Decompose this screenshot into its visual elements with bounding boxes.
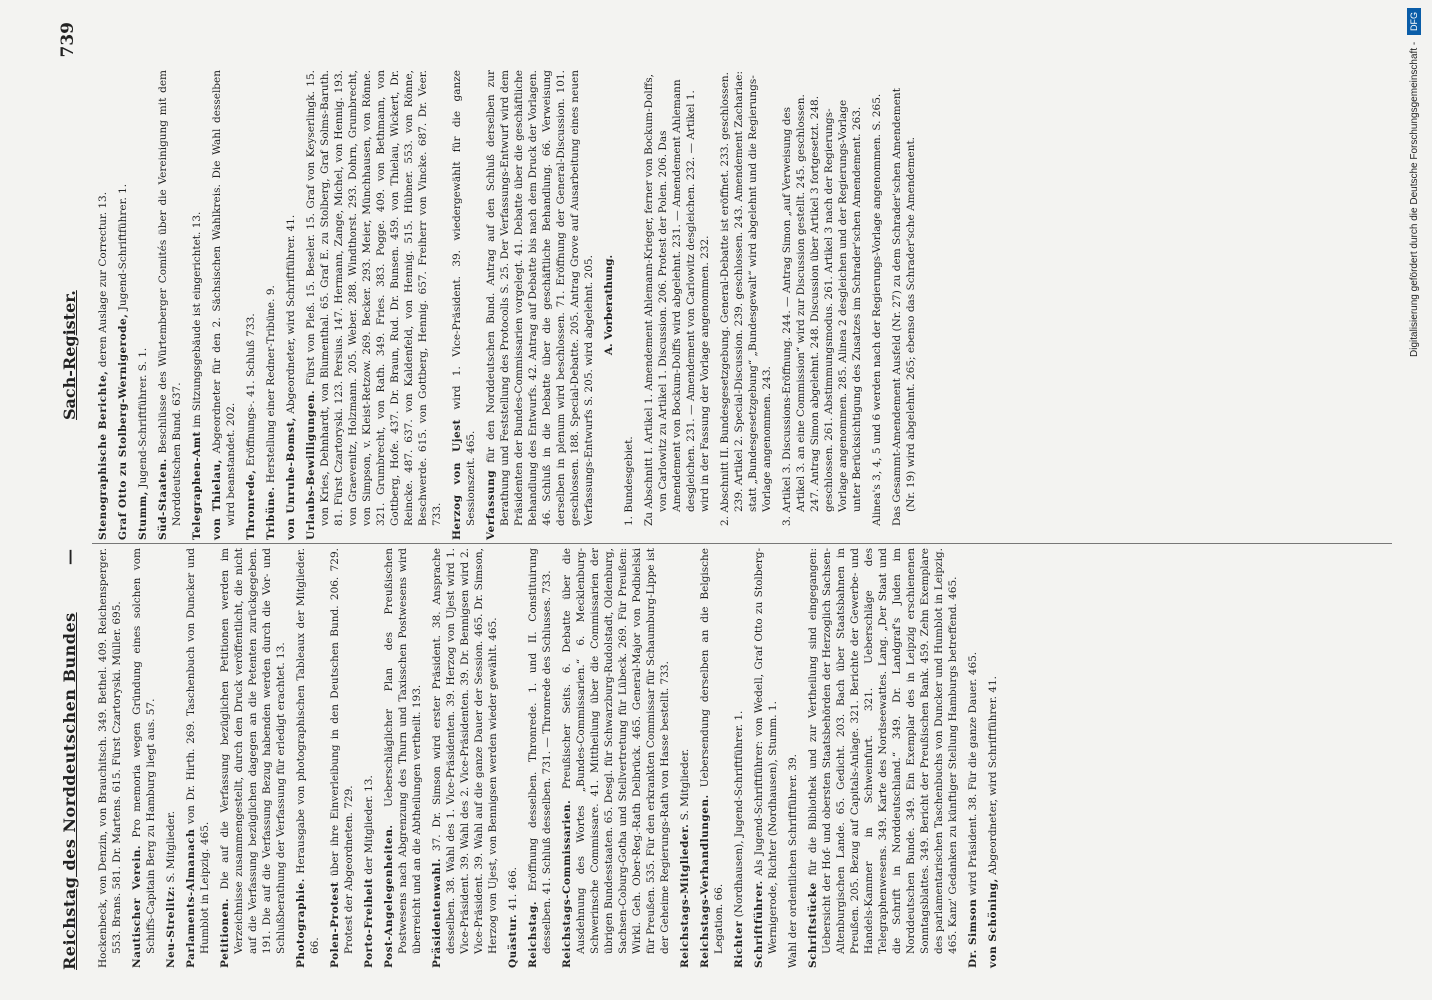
sub-entry-text: 2. Abschnitt II. Bundesgesetzgebung. General-Debatte ist eröffnet. 233. geschlossen. 239. Artikel 2. Special-Discussion. 239. geschlossen. 243. Amendement Zachariae: statt „Bundesgesetzgebung“ „Bundesgewalt“ wird abgelehnt und die Regierungs-Vorlage angenommen. 243. (719, 70, 773, 526)
sub-entry (622, 70, 636, 540)
entry-head: Stumm, (137, 491, 149, 540)
index-entry (362, 548, 376, 968)
header-dash: — (60, 549, 79, 565)
sub-entry-text: Zu Abschnitt I. Artikel 1. Amendement Ahlemann-Krieger, ferner von Bockum-Dolffs, von Carlowitz zu Artikel 1. Discussion. 206. Protest der Polen. 206. Das Amendement von Bockum-Dolffs wird abgelehnt. 231. — Amendement Ahlemann desgleichen. 231. — Amendement von Carlowitz desgleichen. 232. — Artikel 1. wird in der Fassung der Vorlage angenommen. 232. (643, 74, 711, 526)
entry-text: Herstellung einer Redner-Tribüne. 9. (265, 285, 277, 484)
entry-text: S. Mitglieder. (165, 810, 177, 883)
index-entry (506, 548, 520, 968)
index-entry (264, 70, 278, 540)
entry-text: über ihre Einverleibung in den Deutschen Bund. 206. 729. Protest der Abgeordneten. 729. (329, 548, 355, 954)
entry-head: Tribüne. (265, 486, 277, 540)
index-entry (752, 548, 780, 968)
entry-text: Ueberschläglicher Plan des Preußischen Postwesens nach Abgrenzung des Thurn und Taxisschen Postwesens wird überreicht und an die Abtheilungen vertheilt. 193. (383, 548, 423, 954)
sub-entry (780, 70, 864, 540)
entry-text: Fürst von Pleß. 15. Beseler. 15. Graf von Keyserlingk. 15. von Kries, Dehnhardt, von Blumenthal. 65. Graf E. zu Stolberg, Graf Solms-Baruth. 81. Fürst Czartoryski. 123. Persius. 147. Hermann, Zange, Michel, von Hennig. 193. von Graevenitz, Holzmann. 205. Weber. 288. Windthorst. 293. Dohrn, Grumbrecht, von Simpson, v. Kleist-Retzow. 269. Becker. 293. Meier, Münchhausen, von Rönne. 321. Grumbrecht, von Rath. 349. Fries. 383. Pogge. 409. von Bethmann, von Gottberg, Hofe. 437. Dr. Braun, Rud. Dr. Bunsen. 459. von Thielau, Wickert, Dr. Reincke. 487. 637. von Kaldenfeld, von Hennig. 515. Hübner. 553. von Rönne, Beschwerde. 615. von Gottberg, Hennig. 657. Freiherr von Vincke. 687. Dr. Veer. 733. (305, 69, 443, 526)
index-entry (294, 548, 322, 968)
index-entry (304, 70, 444, 540)
sub-entry (642, 70, 712, 540)
left-column (96, 548, 1006, 968)
sub-entry (890, 70, 918, 540)
entry-head: Parlaments-Almanach (185, 828, 197, 968)
index-entry (328, 548, 356, 968)
entry-text: Eröffnungs-. 41. Schluß 733. (245, 313, 257, 467)
entry-text: Eröffnung desselben. Thronrede. 1. und II. Constituirung desselben. 41. Schluß desselben. 731. — Thronrede des Schlusses. 733. (527, 548, 553, 954)
entry-head: von Schöning, (987, 878, 999, 968)
entry-head: Dr. Simson (967, 898, 979, 968)
index-entry (96, 70, 110, 540)
entry-head: Photographie. (295, 878, 307, 968)
entry-head: Telegraphen-Amt (191, 431, 203, 540)
sub-entry-text: Alinea's 3, 4, 5 und 6 werden nach der Regierungs-Vorlage angenommen. S. 265. (871, 93, 883, 526)
entry-head: Reichstags-Commissarien. (561, 799, 573, 968)
entry-text: Uebersendung derselben an die Belgische Legation. 66. (699, 547, 725, 954)
header-title: Reichstag des Norddeutschen Bundes (60, 612, 79, 970)
entry-head: Petitionen. (219, 897, 231, 968)
index-entry (450, 70, 478, 540)
page-number: 739 (58, 22, 78, 58)
entry-text: Wahl der ordentlichen Schriftführer. 39. (787, 753, 799, 968)
index-entry (732, 548, 746, 968)
entry-text: (Nordhausen), Jugend-Schriftführer. 1. (733, 710, 745, 918)
entry-text: von Dr. Hirth. 269. Taschenbuch von Duncker und Humblot in Leipzig. 465. (185, 547, 211, 954)
sub-entry (718, 70, 774, 540)
index-entry (430, 548, 500, 968)
entry-text: Hockenbeck, von Denzin, von Brauchitsch. 349. Bethel. 409. Reichensperger. 553. Brans. 581. Dr. Martens. 615. Fürst Czartoryski. Müller. 695. (97, 548, 123, 968)
column-divider (92, 543, 1392, 544)
index-entry (156, 70, 184, 540)
index-entry (966, 548, 980, 968)
entry-head: von Unruhe-Bomst, (285, 417, 297, 540)
index-entry (116, 70, 130, 540)
index-entry (96, 548, 124, 968)
entry-text: 37. Dr. Simson wird erster Präsident. 38. Ansprache desselben. 38. Wahl des 1. Vice-Präsidenten. 39. Herzog von Ujest wird 1. Vice-Präsident. 39. Wahl des 2. Vice-Präsidenten. 39. Dr. Bennigsen wird 2. Vice-Präsident. 39. Wahl auf die ganze Dauer der Session. 465. Dr. Simson, Herzog von Ujest, von Bennigsen werden wieder gewählt. 465. (431, 548, 499, 954)
index-entry (130, 548, 158, 968)
index-entry (678, 548, 692, 968)
entry-head: Porto-Freiheit (363, 878, 375, 968)
entry-text: Herausgabe von photographischen Tableaux der Mitglieder. 66. (295, 548, 321, 954)
entry-head: Süd-Staaten. (157, 458, 169, 540)
entry-head: Thronrede, (245, 469, 257, 540)
index-entry (184, 548, 212, 968)
entry-head: von Thielau, (211, 459, 223, 540)
entry-text: Abgeordneter, wird Schriftführer. 41. (285, 214, 297, 414)
sub-entry-text: Das Gesammt-Amendement Ausfeld (Nr. 27) zu dem Schrader'schen Amendement (Nr. 19) wird abgelehnt. 265; ebenso das Schrader'sche Amendement. (891, 88, 917, 526)
entry-text: Abgeordneter, wird Schriftführer. 41. (987, 676, 999, 875)
entry-text: deren Auslage zur Correctur. 13. (97, 191, 109, 368)
entry-head: Reichstag. (527, 901, 539, 968)
entry-text: wird 1. Vice-Präsident. 39. wiedergewählt für die ganze Sessionszeit. 465. (451, 70, 477, 526)
entry-head: Stenographische Berichte, (97, 370, 109, 540)
entry-head: Schriftführer. (753, 880, 765, 968)
dfg-logo: DFG (1407, 8, 1421, 35)
entry-text: der Mitglieder. 13. (363, 775, 375, 875)
entry-head: Graf Otto zu Stolberg-Wernigerode, (117, 313, 129, 540)
side-credit-inner (1402, 8, 1428, 988)
index-entry (284, 70, 298, 540)
entry-text: Die auf die Verfassung bezüglichen Petitionen werden im Verzeichnisse zusammengestellt, durch den Druck veröffentlicht, die nicht auf die Verfassung bezüglichen dagegen an die Petenten zurückgegeben. 191. Die auf die Verfassung Bezug habenden werden durch die Vor- und Schlußberathung der Verfassung für erledigt erachtet. 13. (219, 547, 287, 954)
entry-text: Preußischer Seits. 6. Debatte über die Ausdehnung des Wortes „Bundes-Commissarien.“ 6. Mecklenburg-Schwerinsche Commissare. 41. Mittheilung über die Commissarien der übrigen Bundesstaaten. 65. Desgl. für Schwarzburg-Rudolstadt, Oldenburg, Sachsen-Coburg-Gotha und Stellvertretung für Lübeck. 269. Für Preußen: Wirkl. Geh. Ober-Reg.-Rath Delbrück. 465. General-Major von Podbielski für Preußen. 535. Für den erkrankten Commissar für Schaumburg-Lippe ist der Geheime Regierungs-Rath von Hasse bestellt. 733. (561, 548, 671, 954)
entry-text: für den Norddeutschen Bund. Antrag auf den Schluß derselben zur Berathung und Feststellung des Protocolls S. 25. Der Verfassungs-Entwurf wird dem Präsidenten der Bundes-Commissarien vorgelegt. 41. Debatte über die geschäftliche Behandlung des Entwurfs. 42. Antrag auf Debatte bis nach dem Druck der Vorlagen. 46. Schluß in die Debatte über die geschäftliche Behandlung. 66. Verweisung derselben in plenum wird beschlossen. 71. Eröffnung der General-Discussion. 101. geschlossen. 188. Special-Debatte. 205. Antrag Grove auf Ausarbeitung eines neuen Verfassungs-Entwurfs S. 205. wird abgelehnt. 205. (485, 70, 595, 526)
running-header (52, 12, 92, 980)
entry-head: Reichstags-Mitglieder. (679, 823, 691, 968)
index-entry (484, 70, 596, 540)
entry-head: Schriftstücke (807, 882, 819, 968)
index-entry (190, 70, 204, 540)
entry-head: Neu-Strelitz: (165, 885, 177, 968)
index-entry (210, 70, 238, 540)
entry-text: Beschlüsse des Würtemberger Comités über die Vereinigung mit dem Norddeutschen Bund. 637. (157, 70, 183, 526)
entry-text: Abgeordneter für den 2. Sächsischen Wahlkreis. Die Wahl desselben wird beanstandet. 202. (211, 69, 237, 526)
entry-text: Pro memoria wegen Gründung eines solchen vom Schiffs-Capitain Berg zu Hamburg liegt aus. 57. (131, 548, 157, 954)
entry-head: Polen-Protest (329, 881, 341, 968)
entry-head: Richter (733, 920, 745, 968)
entry-text: wird Präsident. 38. Für die ganze Dauer. 465. (967, 651, 979, 896)
entry-text: Als Jugend-Schriftführer: von Wedell, Graf Otto zu Stolberg-Wernigerode, Richter (Nordhausen), Stumm. 1. (753, 548, 779, 954)
side-credit (1402, 8, 1428, 988)
section-heading (602, 70, 616, 540)
index-entry (986, 548, 1000, 968)
index-entry (164, 548, 178, 968)
entry-head: Präsidentenwahl. (431, 857, 443, 968)
sub-entry-text: 1. Bundesgebiet. (623, 436, 635, 526)
index-entry (136, 70, 150, 540)
sub-entry-text: 3. Artikel 3. Discussions-Eröffnung. 244. — Antrag Simon „auf Verweisung des Artikel 3. an eine Commission“ wird zur Discussion gestellt. 245. geschlossen. 247. Antrag Simon abgelehnt. 248. Discussion über Artikel 3 fortgesetzt. 248. geschlossen. 261. Abstimmungsmodus. 261. Artikel 3 nach der Regierungs-Vorlage angenommen. 285. Alinea 2 desgleichen und der Regierungs-Vorlage unter Berücksichtigung des Zusatzes im Schrader'schen Amendement. 263. (781, 94, 863, 526)
entry-text: im Sitzungsgebäude ist eingerichtet. 13. (191, 211, 203, 428)
entry-text: für die Bibliothek und zur Vertheilung sind eingegangen: Uebersicht der Hof- und obersten Staatsbehörden der Herzoglich Sachsen-Altenburgischen Lande. 65. Gedicht. 203. Bach über Staatsbahnen in Preußen. 205. Bezug auf Capitals-Anlage. 321. Berichte der Gewerbe- und Handels-Kammer in Schweinfurt. 321. Ueberschläge des Telegraphenwesens. 349. Karte des Nordseewattes. Lang. „Der Staat und die Schrift in Norddeutschland.“ 349. Dr. Landgraf's Juden im Norddeutschen Bunde. 349. Ein Exemplar des in Leipzig erschienenen Sonntagsblattes. 349. Bericht der Preußischen Bank. 459. Zehn Exemplare des parlamentarischen Taschenbuchs von Duncker und Humblot in Leipzig. 465. Kanz' Gedanken zu künftiger Stellung Hamburgs betreffend. 465. (807, 548, 959, 954)
entry-text: Jugend-Schriftführer. S. 1. (137, 347, 149, 488)
index-entry (526, 548, 554, 968)
index-entry (560, 548, 672, 968)
index-entry (244, 70, 258, 540)
index-entry (382, 548, 424, 968)
entry-text: S. Mitglieder. (679, 748, 691, 821)
index-entry (806, 548, 960, 968)
credit-text: Digitalisierung gefördert durch die Deutsche Forschungsgemeinschaft - (1409, 41, 1420, 357)
entry-head: Quästur. (507, 913, 519, 968)
entry-head: Reichstags-Verhandlungen. (699, 794, 711, 968)
header-section: Sach-Register. (60, 290, 79, 420)
entry-text: Jugend-Schriftführer. 1. (117, 183, 129, 311)
document-body (52, 12, 1402, 980)
index-entry (698, 548, 726, 968)
entry-head: Urlaubs-Bewilligungen. (305, 389, 317, 540)
entry-head: Herzog von Ujest (451, 419, 463, 540)
index-entry (786, 548, 800, 968)
entry-text: 41. 466. (507, 867, 519, 911)
entry-head: Nautischer Verein. (131, 844, 143, 968)
entry-head: Verfassung (485, 469, 497, 540)
sub-entry (870, 70, 884, 540)
entry-head: Post-Angelegenheiten. (383, 824, 395, 968)
right-column (96, 70, 924, 540)
section-heading-text: A. Vorberathung. (603, 254, 615, 356)
index-entry (218, 548, 288, 968)
